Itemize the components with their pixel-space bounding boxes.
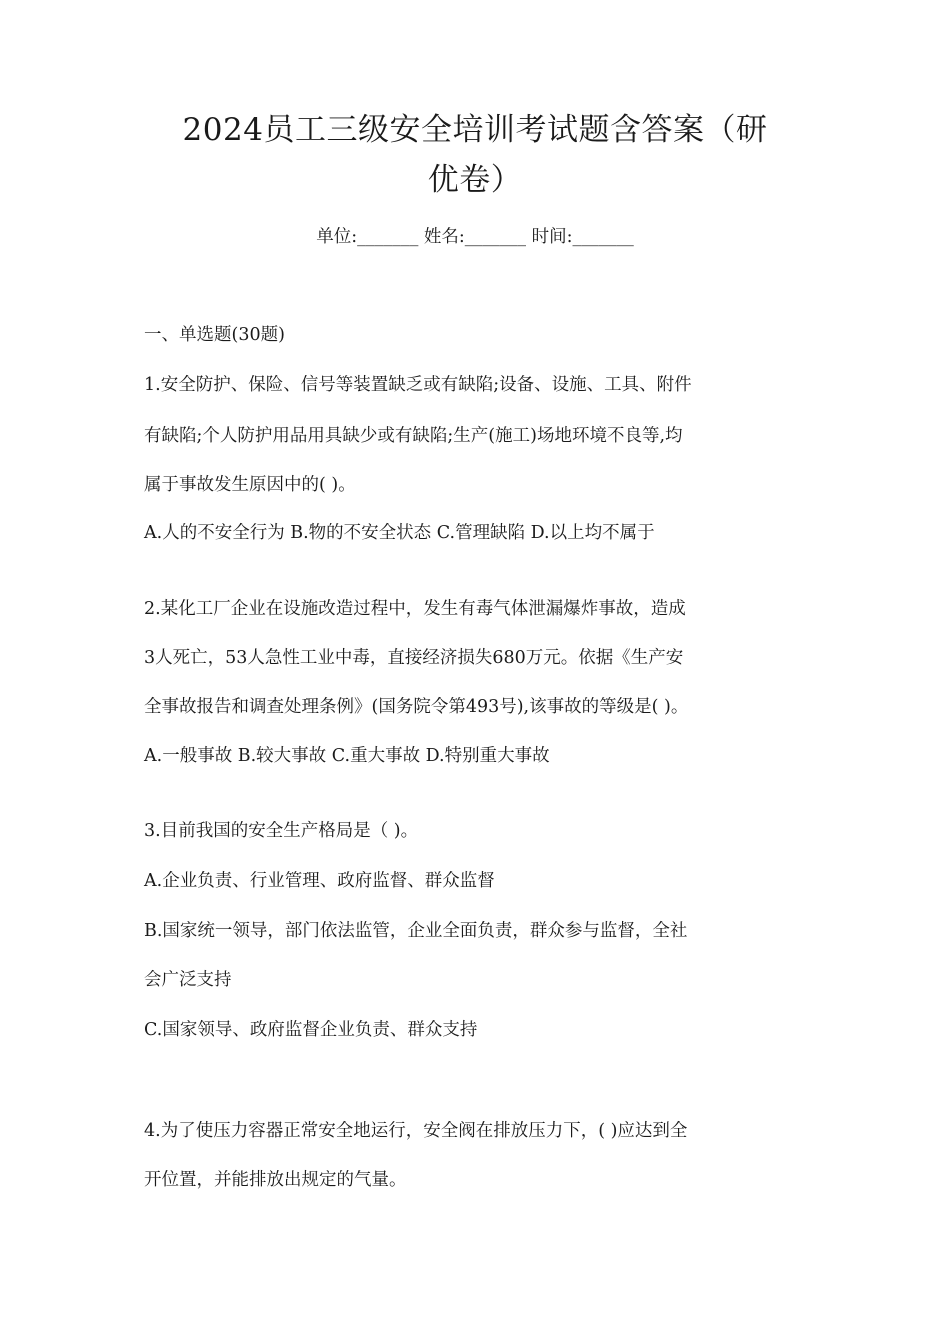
document-title-line-1: 2024员工三级安全培训考试题含答案（研 — [182, 112, 768, 148]
question-1-line-1: 1.安全防护、保险、信号等装置缺乏或有缺陷;设备、设施、工具、附件 — [144, 375, 692, 395]
question-4-line-2: 开位置，并能排放出规定的气量。 — [144, 1170, 407, 1190]
question-3-option-b-line-2: 会广泛支持 — [144, 970, 232, 990]
question-2-options: A.一般事故 B.较大事故 C.重大事故 D.特别重大事故 — [144, 746, 550, 766]
question-2-line-2: 3人死亡，53人急性工业中毒，直接经济损失680万元。依据《生产安 — [144, 648, 684, 668]
question-4-line-1: 4.为了使压力容器正常安全地运行，安全阀在排放压力下，( )应达到全 — [144, 1121, 688, 1141]
question-3-option-c: C.国家领导、政府监督企业负责、群众支持 — [144, 1020, 478, 1040]
question-2-line-3: 全事故报告和调查处理条例》(国务院令第493号),该事故的等级是( )。 — [144, 697, 689, 717]
question-1-line-2: 有缺陷;个人防护用品用具缺少或有缺陷;生产(施工)场地环境不良等,均 — [144, 426, 683, 446]
question-3-option-a: A.企业负责、行业管理、政府监督、群众监督 — [144, 871, 495, 891]
header-fields: 单位:_______ 姓名:_______ 时间:_______ — [316, 227, 634, 247]
question-1-line-3: 属于事故发生原因中的( )。 — [144, 475, 356, 495]
question-2-line-1: 2.某化工厂企业在设施改造过程中，发生有毒气体泄漏爆炸事故，造成 — [144, 599, 686, 619]
section-heading: 一、单选题(30题) — [144, 325, 285, 345]
question-3-line-1: 3.目前我国的安全生产格局是（ )。 — [144, 821, 419, 841]
question-1-options: A.人的不安全行为 B.物的不安全状态 C.管理缺陷 D.以上均不属于 — [144, 523, 655, 543]
document-title-line-2: 优卷） — [427, 162, 523, 198]
question-3-option-b-line-1: B.国家统一领导，部门依法监管，企业全面负责，群众参与监督，全社 — [144, 921, 688, 941]
